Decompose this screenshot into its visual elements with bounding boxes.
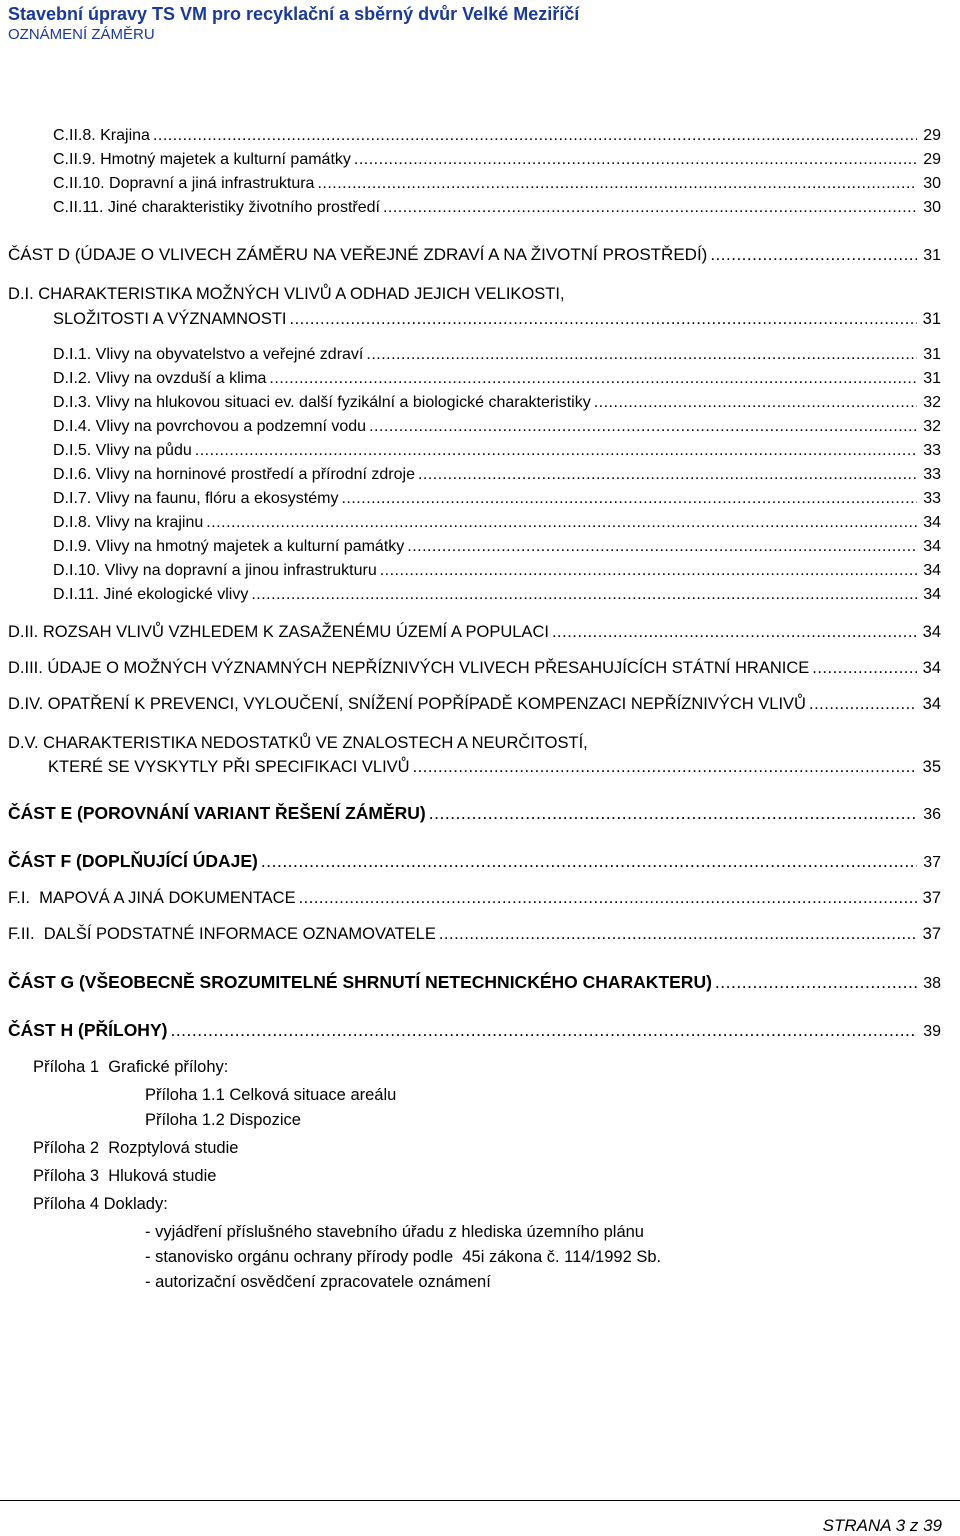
toc-entry[interactable]: [53, 586, 941, 604]
toc-entry[interactable]: [53, 175, 941, 193]
toc-leader-dots: [195, 442, 917, 460]
toc-entry-text: D.I.4. Vlivy na povrchovou a podzemní vodu: [53, 418, 367, 435]
toc-entry-text: ČÁST G (VŠEOBECNĚ SROZUMITELNÉ SHRNUTÍ NETECHNICKÉHO CHARAKTERU): [8, 972, 712, 992]
toc-entry-page: 37: [922, 889, 941, 907]
attachment-document: - vyjádření příslušného stavebního úřadu z hlediska územního plánu: [145, 1223, 644, 1241]
toc-entry-text: C.II.9. Hmotný majetek a kulturní památky: [53, 151, 351, 168]
toc-entry-text: D.I.6. Vlivy na horninové prostředí a přírodní zdroje: [53, 466, 415, 483]
toc-entry-page: 38: [923, 975, 941, 992]
toc-entry-page: 31: [922, 310, 941, 328]
toc-leader-dots: [439, 925, 917, 944]
toc-entry-page: 33: [923, 466, 941, 483]
attachment-subitem: Příloha 1.2 Dispozice: [145, 1111, 301, 1129]
toc-entry-text: D.I.11. Jiné ekologické vlivy: [53, 586, 249, 603]
toc-part-e[interactable]: [8, 803, 941, 824]
toc-entry-page: 30: [923, 199, 941, 216]
toc-leader-dots: [380, 562, 917, 580]
toc-entry[interactable]: [8, 925, 941, 944]
toc-entry-text: ČÁST H (PŘÍLOHY): [8, 1020, 168, 1040]
toc-entry-text: D.V. CHARAKTERISTIKA NEDOSTATKŮ VE ZNALOSTECH A NEURČITOSTÍ,: [8, 734, 588, 752]
toc-entry[interactable]: [53, 466, 941, 484]
document-subtitle: OZNÁMENÍ ZÁMĚRU: [8, 26, 155, 43]
toc-leader-dots: [317, 175, 917, 193]
toc-entry-text: D.I.7. Vlivy na faunu, flóru a ekosystémy: [53, 490, 339, 507]
toc-entry-page: 34: [923, 514, 941, 531]
toc-entry-text: D.I.8. Vlivy na krajinu: [53, 514, 204, 531]
toc-entry[interactable]: [8, 285, 941, 304]
toc-entry[interactable]: [53, 562, 941, 580]
toc-entry[interactable]: [8, 695, 941, 714]
toc-entry-text: D.I.5. Vlivy na půdu: [53, 442, 192, 459]
toc-entry[interactable]: [53, 199, 941, 217]
toc-leader-dots: [299, 889, 917, 908]
toc-entry-page: 34: [923, 562, 941, 579]
toc-entry-page: 32: [923, 394, 941, 411]
toc-part-f[interactable]: [8, 851, 941, 872]
toc-entry-text: ČÁST D (ÚDAJE O VLIVECH ZÁMĚRU NA VEŘEJNÉ ZDRAVÍ A NA ŽIVOTNÍ PROSTŘEDÍ): [8, 245, 708, 264]
attachment-item: Příloha 2 Rozptylová studie: [33, 1139, 239, 1157]
toc-entry[interactable]: [53, 514, 941, 532]
toc-entry-page: 31: [923, 247, 941, 264]
toc-part-d[interactable]: [8, 245, 941, 265]
toc-leader-dots: [710, 245, 917, 265]
attachment-subitem: Příloha 1.1 Celková situace areálu: [145, 1086, 397, 1104]
attachment-item: Příloha 1 Grafické přílohy:: [33, 1058, 229, 1076]
toc-entry-page: 34: [923, 586, 941, 603]
toc-entry-page: 35: [922, 758, 941, 776]
toc-entry[interactable]: [8, 889, 941, 908]
toc-leader-dots: [809, 695, 917, 714]
toc-entry-page: 39: [923, 1023, 941, 1040]
attachment-item: Příloha 4 Doklady:: [33, 1195, 168, 1213]
toc-entry[interactable]: [8, 623, 941, 642]
toc-entry-text: D.I.1. Vlivy na obyvatelstvo a veřejné zdraví: [53, 346, 364, 363]
toc-entry-text: D.I.10. Vlivy na dopravní a jinou infrastrukturu: [53, 562, 377, 579]
document-title: Stavební úpravy TS VM pro recyklační a sběrný dvůr Velké Meziříčí: [8, 4, 580, 24]
toc-entry-text: KTERÉ SE VYSKYTLY PŘI SPECIFIKACI VLIVŮ: [48, 758, 410, 776]
toc-entry[interactable]: [53, 418, 941, 436]
toc-entry[interactable]: [53, 346, 941, 364]
toc-entry-page: 34: [923, 538, 941, 555]
toc-entry-page: 29: [923, 127, 941, 144]
toc-entry-page: 30: [923, 175, 941, 192]
toc-entry-page: 34: [922, 659, 941, 677]
toc-leader-dots: [261, 851, 917, 872]
toc-entry[interactable]: [53, 442, 941, 460]
toc-leader-dots: [429, 803, 917, 824]
toc-entry[interactable]: [53, 151, 941, 169]
toc-part-h[interactable]: [8, 1020, 941, 1041]
toc-entry[interactable]: [8, 659, 941, 678]
toc-entry[interactable]: [53, 310, 941, 329]
toc-leader-dots: [366, 346, 917, 364]
toc-entry-text: ČÁST F (DOPLŇUJÍCÍ ÚDAJE): [8, 851, 258, 871]
toc-leader-dots: [594, 394, 917, 412]
toc-leader-dots: [170, 1020, 917, 1041]
toc-entry-text: SLOŽITOSTI A VÝZNAMNOSTI: [53, 310, 287, 328]
toc-entry[interactable]: [53, 490, 941, 508]
footer-divider: [0, 1500, 960, 1501]
toc-leader-dots: [812, 659, 917, 678]
toc-entry-page: 33: [923, 490, 941, 507]
toc-entry-text: C.II.8. Krajina: [53, 127, 150, 144]
attachment-item: Příloha 3 Hluková studie: [33, 1167, 217, 1185]
toc-entry-text: F.I. MAPOVÁ A JINÁ DOKUMENTACE: [8, 889, 296, 907]
toc-entry[interactable]: [53, 127, 941, 145]
toc-entry-page: 36: [923, 806, 941, 823]
toc-entry-page: 32: [923, 418, 941, 435]
toc-leader-dots: [418, 466, 917, 484]
toc-leader-dots: [383, 199, 917, 217]
toc-entry[interactable]: [53, 370, 941, 388]
toc-entry[interactable]: [53, 538, 941, 556]
toc-leader-dots: [354, 151, 917, 169]
toc-leader-dots: [552, 623, 917, 642]
toc-part-g[interactable]: [8, 972, 941, 993]
toc-entry-text: D.III. ÚDAJE O MOŽNÝCH VÝZNAMNÝCH NEPŘÍZNIVÝCH VLIVECH PŘESAHUJÍCÍCH STÁTNÍ HRANICE: [8, 659, 810, 677]
toc-entry-page: 29: [923, 151, 941, 168]
toc-entry-text: D.IV. OPATŘENÍ K PREVENCI, VYLOUČENÍ, SNÍŽENÍ POPŘÍPADĚ KOMPENZACI NEPŘÍZNIVÝCH VLIVŮ: [8, 695, 806, 713]
toc-leader-dots: [153, 127, 917, 145]
toc-leader-dots: [369, 418, 917, 436]
toc-leader-dots: [251, 586, 917, 604]
toc-entry[interactable]: [53, 394, 941, 412]
toc-entry-text: C.II.10. Dopravní a jiná infrastruktura: [53, 175, 315, 192]
toc-entry-page: 37: [922, 925, 941, 943]
toc-leader-dots: [269, 370, 917, 388]
toc-entry-text: F.II. DALŠÍ PODSTATNÉ INFORMACE OZNAMOVATELE: [8, 925, 436, 943]
toc-leader-dots: [341, 490, 917, 508]
toc-entry-text: D.I.3. Vlivy na hlukovou situaci ev. další fyzikální a biologické charakteristiky: [53, 394, 591, 411]
toc-entry-text: D.I. CHARAKTERISTIKA MOŽNÝCH VLIVŮ A ODHAD JEJICH VELIKOSTI,: [8, 285, 565, 303]
attachment-document: - autorizační osvědčení zpracovatele oznámení: [145, 1273, 491, 1291]
toc-entry-page: 31: [923, 370, 941, 387]
toc-entry-page: 37: [923, 854, 941, 871]
toc-leader-dots: [206, 514, 917, 532]
toc-entry-text: D.II. ROZSAH VLIVŮ VZHLEDEM K ZASAŽENÉMU ÚZEMÍ A POPULACI: [8, 623, 549, 641]
toc-entry-text: D.I.9. Vlivy na hmotný majetek a kulturní památky: [53, 538, 405, 555]
toc-leader-dots: [290, 310, 918, 329]
toc-entry-text: ČÁST E (POROVNÁNÍ VARIANT ŘEŠENÍ ZÁMĚRU): [8, 803, 426, 823]
toc-entry-page: 34: [922, 695, 941, 713]
toc-entry-page: 31: [923, 346, 941, 363]
toc-entry-text: D.I.2. Vlivy na ovzduší a klima: [53, 370, 267, 387]
toc-leader-dots: [413, 758, 917, 777]
toc-entry-page: 33: [923, 442, 941, 459]
attachment-document: - stanovisko orgánu ochrany přírody podle 45i zákona č. 114/1992 Sb.: [145, 1248, 662, 1266]
toc-leader-dots: [407, 538, 917, 556]
page-number: STRANA 3 z 39: [822, 1516, 942, 1535]
toc-entry[interactable]: [48, 758, 941, 777]
toc-entry[interactable]: [8, 734, 941, 753]
toc-entry-page: 34: [922, 623, 941, 641]
toc-entry-text: C.II.11. Jiné charakteristiky životního prostředí: [53, 199, 380, 216]
toc-leader-dots: [715, 972, 917, 993]
